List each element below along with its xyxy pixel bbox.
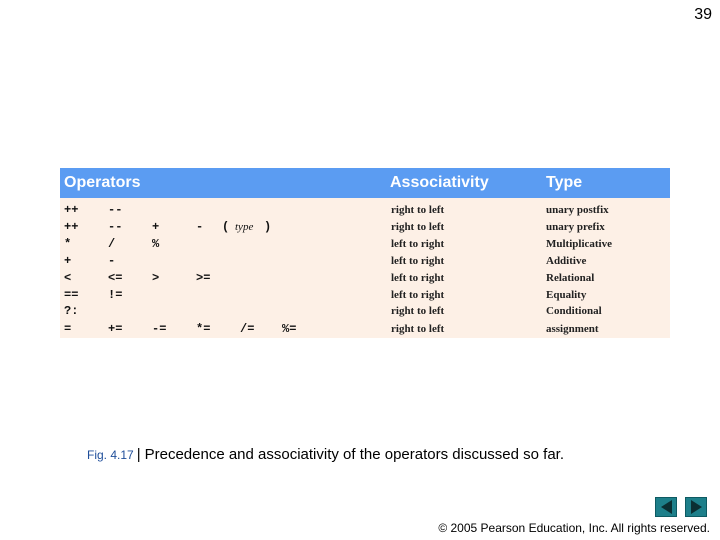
operator-precedence-table xyxy=(60,168,670,338)
operator-cell: -- xyxy=(108,220,123,234)
type-cell: unary prefix xyxy=(546,221,605,233)
table-row xyxy=(60,219,670,236)
associativity-cell: left to right xyxy=(391,255,445,267)
type-cell: assignment xyxy=(546,323,599,335)
previous-slide-button[interactable] xyxy=(655,497,677,517)
associativity-cell: left to right xyxy=(391,238,445,250)
operator-cell: *= xyxy=(196,322,211,336)
copyright-notice: © 2005 Pearson Education, Inc. All rights reserved. xyxy=(438,521,710,535)
table-header xyxy=(60,168,670,198)
caption-text: Precedence and associativity of the operators discussed so far. xyxy=(144,446,565,463)
operator-cell: + xyxy=(152,220,160,234)
type-cell: Equality xyxy=(546,289,587,301)
operator-cell: ++ xyxy=(64,203,79,217)
table-row xyxy=(60,253,670,270)
operator-cell: ?: xyxy=(64,304,79,318)
associativity-cell: right to left xyxy=(391,323,445,335)
triangle-left-icon xyxy=(661,500,672,514)
operator-cell: % xyxy=(152,237,160,251)
next-slide-button[interactable] xyxy=(685,497,707,517)
operator-cell: -= xyxy=(152,322,167,336)
associativity-cell: left to right xyxy=(391,289,445,301)
table-row xyxy=(60,287,670,304)
header-operators: Operators xyxy=(64,174,141,191)
operator-cell: ) xyxy=(264,220,272,234)
operator-cell: >= xyxy=(196,271,211,285)
operator-cell: + xyxy=(64,254,72,268)
operator-cell: == xyxy=(64,288,79,302)
triangle-right-icon xyxy=(691,500,702,514)
associativity-cell: left to right xyxy=(391,272,445,284)
operator-cell: * xyxy=(64,237,72,251)
operator-cell: /= xyxy=(240,322,255,336)
operator-cell: / xyxy=(108,237,116,251)
type-cell: Relational xyxy=(546,272,595,284)
operator-cell: <= xyxy=(108,271,123,285)
operator-cell: += xyxy=(108,322,123,336)
operator-cell: = xyxy=(64,322,72,336)
operator-cell: - xyxy=(196,220,204,234)
figure-label: Fig. 4.17 xyxy=(87,448,134,462)
operator-cell: - xyxy=(108,254,116,268)
figure-caption xyxy=(87,446,564,463)
table-row xyxy=(60,236,670,253)
associativity-cell: right to left xyxy=(391,204,445,216)
associativity-cell: right to left xyxy=(391,221,445,233)
header-type: Type xyxy=(546,174,583,191)
operator-cell: ( xyxy=(222,220,230,234)
table-row xyxy=(60,321,670,338)
table-row xyxy=(60,270,670,287)
header-associativity: Associativity xyxy=(390,174,489,191)
operator-cell: != xyxy=(108,288,123,302)
type-cell: Conditional xyxy=(546,305,602,317)
operator-cell: < xyxy=(64,271,72,285)
page-number: 39 xyxy=(694,6,712,23)
type-cell: unary postfix xyxy=(546,204,609,216)
table-row xyxy=(60,202,670,219)
associativity-cell: right to left xyxy=(391,305,445,317)
operator-cell: %= xyxy=(282,322,297,336)
operator-cell: ++ xyxy=(64,220,79,234)
caption-separator: | xyxy=(136,446,141,463)
table-row xyxy=(60,303,670,320)
type-cell: Additive xyxy=(546,255,587,267)
type-cell: Multiplicative xyxy=(546,238,612,250)
operator-cell: -- xyxy=(108,203,123,217)
operator-cell: type xyxy=(235,221,254,233)
operator-cell: > xyxy=(152,271,160,285)
